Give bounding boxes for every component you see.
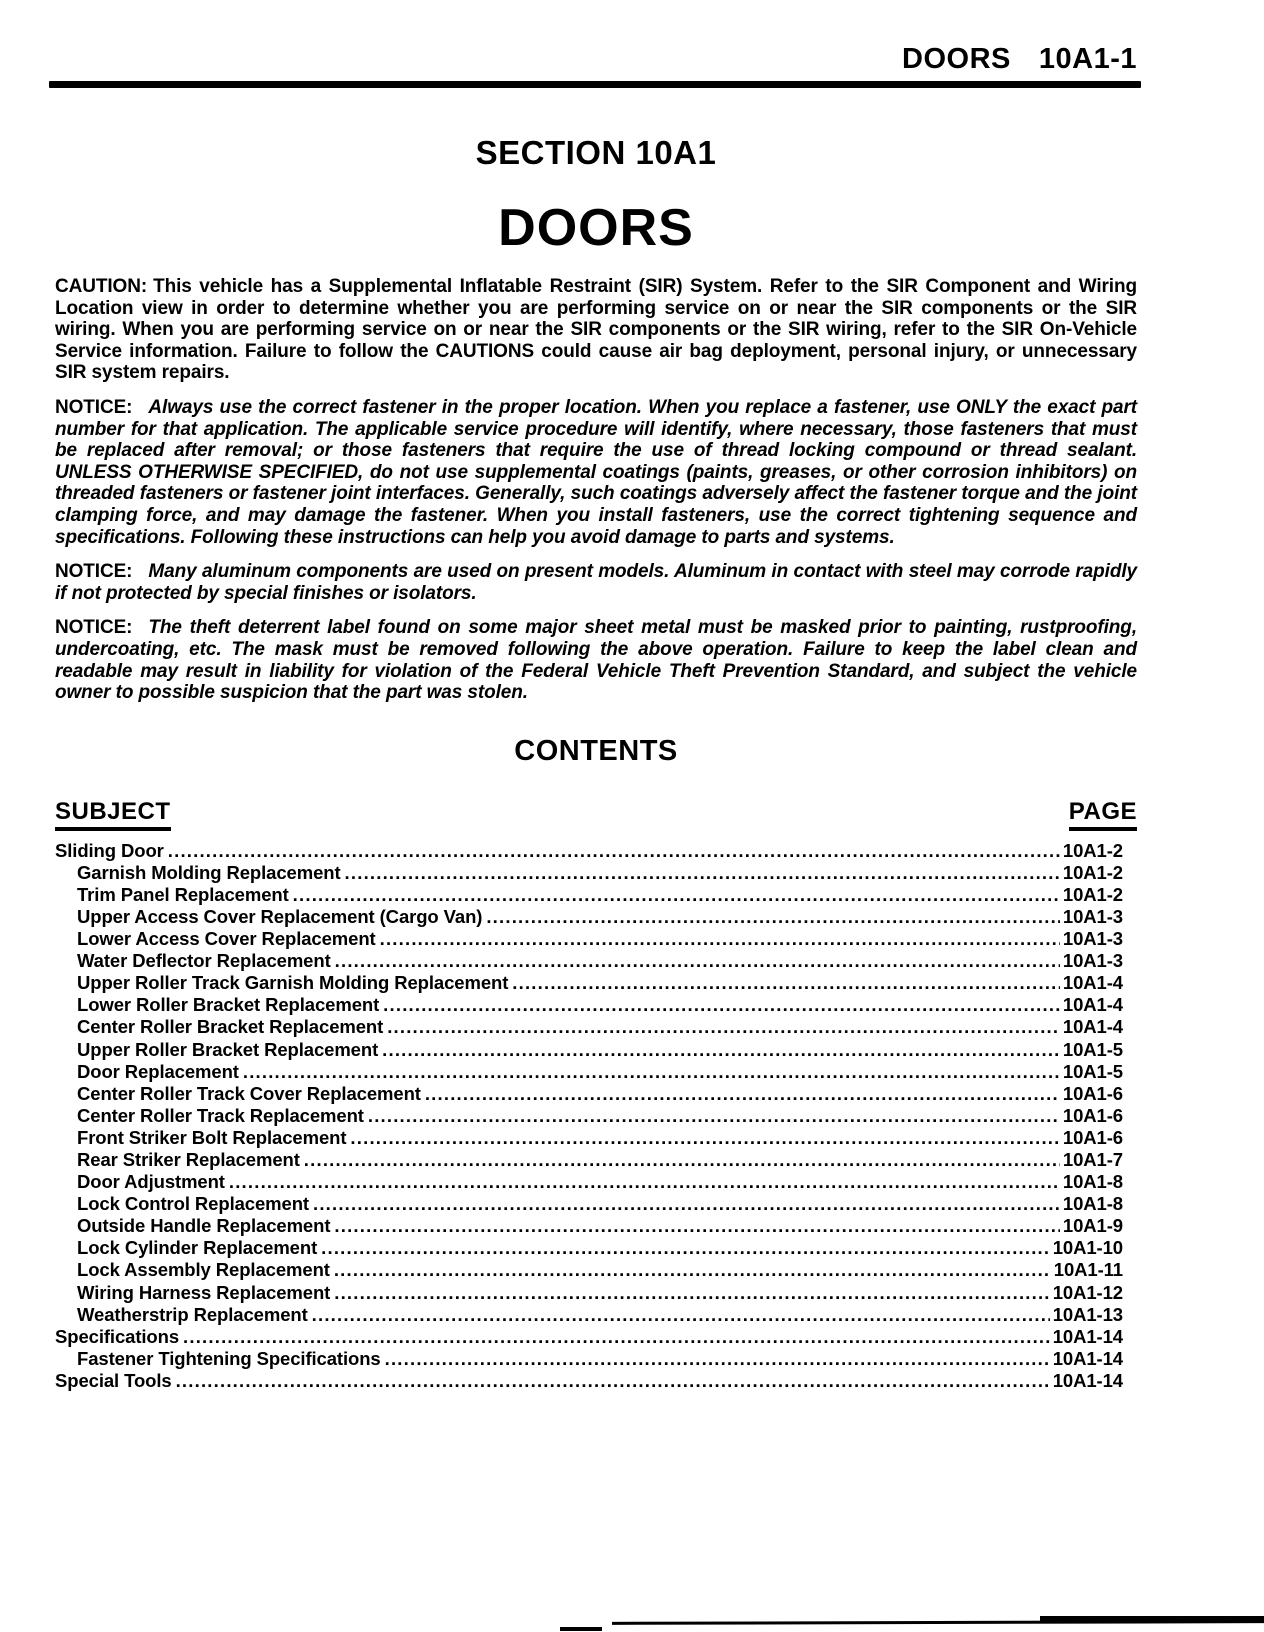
caution-paragraph: [55, 276, 1137, 384]
toc-row: [55, 906, 1123, 928]
toc-row: [55, 1061, 1123, 1083]
dot-leader: [335, 950, 1060, 972]
toc-entry-title: Garnish Molding Replacement: [77, 861, 341, 883]
toc-entry-page: 10A1-2: [1062, 839, 1123, 861]
toc-entry-page: 10A1-2: [1062, 861, 1123, 883]
toc-entry-title: Wiring Harness Replacement: [77, 1281, 331, 1303]
toc-entry-page: 10A1-11: [1053, 1259, 1123, 1281]
toc-entry-page: 10A1-3: [1062, 950, 1123, 972]
contents-heading: CONTENTS: [514, 734, 678, 767]
toc-entry-page: 10A1-3: [1062, 905, 1123, 927]
toc-entry-page: 10A1-4: [1062, 1016, 1123, 1038]
toc-row: [55, 972, 1123, 994]
toc-row: [55, 1237, 1123, 1259]
toc-entry-page: 10A1-6: [1062, 1082, 1123, 1104]
toc-entry-page: 10A1-6: [1062, 1126, 1123, 1148]
dot-leader: [387, 1016, 1060, 1038]
dot-leader: [350, 1127, 1060, 1149]
toc-entry-page: 10A1-3: [1062, 928, 1123, 950]
toc-row: [55, 928, 1123, 950]
dot-leader: [229, 1171, 1060, 1193]
toc-entry-page: 10A1-6: [1062, 1104, 1123, 1126]
dot-leader: [321, 1237, 1050, 1259]
notice-label: NOTICE:: [55, 617, 133, 639]
toc-entry-title: Water Deflector Replacement: [77, 950, 331, 972]
notice-label: NOTICE:: [55, 561, 133, 583]
toc-entry-title: Rear Striker Replacement: [77, 1149, 300, 1170]
notice-text: The theft deterrent label found on some major sheet metal must be masked prior to painting, rustproofing, undercoating, etc. The mask must be removed following the above operation. Failure to keep the label clean and readable may result in liability for violation of the Federal Vehicle Theft Prevention Standard, and subject the vehicle owner to possible suspicion that the part was stolen.: [55, 617, 1137, 704]
dot-leader: [334, 1215, 1060, 1237]
toc-entry-page: 10A1-5: [1062, 1038, 1123, 1060]
toc-row: [55, 862, 1123, 884]
notice-paragraph-2: [55, 561, 1137, 604]
dot-leader: [293, 884, 1060, 906]
toc-row: [55, 884, 1123, 906]
toc-entry-page: 10A1-14: [1052, 1369, 1123, 1391]
toc-entry-page: 10A1-8: [1062, 1193, 1123, 1215]
toc-entry-title: Center Roller Track Cover Replacement: [77, 1082, 421, 1104]
toc-row: [55, 1348, 1123, 1370]
scan-artifact: [1040, 1616, 1264, 1623]
notice-text: Many aluminum components are used on present models. Aluminum in contact with steel may corrode rapidly if not protected by special finishes or isolators.: [55, 561, 1137, 604]
toc-entry-page: 10A1-7: [1062, 1149, 1123, 1170]
dot-leader: [486, 906, 1060, 928]
toc-subject-header: SUBJECT: [55, 799, 171, 831]
toc-entry-page: 10A1-10: [1052, 1237, 1123, 1259]
toc-row: [55, 1282, 1123, 1304]
running-header-title: DOORS: [902, 43, 1011, 75]
header-rule: [49, 81, 1141, 88]
toc-row: [55, 1259, 1123, 1281]
toc-entry-title: Front Striker Bolt Replacement: [77, 1126, 347, 1148]
page-content: [0, 44, 1264, 1392]
toc-entry-page: 10A1-14: [1052, 1347, 1123, 1369]
toc-entry-title: Door Replacement: [77, 1060, 239, 1082]
dot-leader: [168, 840, 1060, 862]
toc-entry-title: Weatherstrip Replacement: [77, 1303, 308, 1325]
toc-entry-title: Special Tools: [55, 1369, 172, 1391]
dot-leader: [312, 1304, 1050, 1326]
toc-header-row: [55, 799, 1137, 831]
toc-row: [55, 950, 1123, 972]
toc-row: [55, 994, 1123, 1016]
toc-entry-title: Upper Roller Bracket Replacement: [77, 1038, 379, 1060]
scan-artifact: [560, 1627, 602, 1631]
toc-entry-page: 10A1-8: [1062, 1171, 1123, 1193]
dot-leader: [313, 1193, 1060, 1215]
caution-text: This vehicle has a Supplemental Inflatable Restraint (SIR) System. Refer to the SIR Component and Wiring Location view in order to determine whether you are performing service on or near the SIR components or the SIR wiring. When you are performing service on or near the SIR components or the SIR wiring, refer to the SIR On-Vehicle Service information. Failure to follow the CAUTIONS could cause air bag deployment, personal injury, or unnecessary SIR system repairs.: [55, 276, 1137, 384]
toc-row: [55, 1171, 1123, 1193]
toc-row: [55, 1304, 1123, 1326]
toc-row: [55, 840, 1123, 862]
toc-entry-page: 10A1-14: [1052, 1325, 1123, 1347]
toc-row: [55, 1127, 1123, 1149]
dot-leader: [425, 1083, 1060, 1105]
toc-entry-title: Specifications: [55, 1325, 180, 1347]
toc-list: [55, 840, 1137, 1392]
dot-leader: [334, 1282, 1050, 1304]
toc-row: [55, 1370, 1123, 1392]
toc-entry-title: Fastener Tightening Specifications: [77, 1347, 381, 1369]
toc-row: [55, 1326, 1123, 1348]
dot-leader: [334, 1259, 1051, 1281]
toc-entry-title: Door Adjustment: [77, 1171, 225, 1193]
toc-entry-page: 10A1-13: [1052, 1303, 1123, 1325]
toc-entry-title: Upper Access Cover Replacement (Cargo Van): [77, 905, 483, 927]
dot-leader: [345, 862, 1060, 884]
dot-leader: [368, 1105, 1060, 1127]
dot-leader: [512, 972, 1060, 994]
doc-title: DOORS: [498, 199, 694, 257]
notice-paragraph-3: [55, 617, 1137, 703]
dot-leader: [243, 1061, 1060, 1083]
toc-row: [55, 1149, 1123, 1171]
toc-entry-title: Lock Cylinder Replacement: [77, 1237, 318, 1259]
dot-leader: [385, 1348, 1050, 1370]
running-header-page-number: 10A1-1: [1038, 43, 1137, 75]
toc-entry-title: Sliding Door: [55, 839, 164, 861]
toc-entry-title: Lower Roller Bracket Replacement: [77, 994, 380, 1016]
toc-entry-title: Center Roller Track Replacement: [77, 1104, 364, 1126]
toc-row: [55, 1016, 1123, 1038]
notice-paragraph-1: [55, 397, 1137, 548]
notice-text: Always use the correct fastener in the proper location. When you replace a fastener, use ONLY the exact part number for that application. The applicable service procedure will identify, where necessary, those fasteners that must be replaced after removal; or those fasteners that require the use of thread locking compound or thread sealant. UNLESS OTHERWISE SPECIFIED, do not use supplemental coatings (paints, greases, or other corrosion inhibitors) on threaded fasteners or fastener joint interfaces. Generally, such coatings adversely affect the fastener torque and the joint clamping force, and may damage the fastener. When you install fasteners, use the correct tightening sequence and specifications. Following these instructions can help you avoid damage to parts and systems.: [55, 396, 1137, 548]
dot-leader: [176, 1370, 1050, 1392]
dot-leader: [304, 1149, 1060, 1171]
toc-entry-title: Outside Handle Replacement: [77, 1215, 331, 1237]
toc-entry-page: 10A1-5: [1062, 1060, 1123, 1082]
toc-entry-title: Lower Access Cover Replacement: [77, 928, 376, 950]
toc-entry-page: 10A1-12: [1052, 1281, 1123, 1303]
toc-row: [55, 1039, 1123, 1061]
toc-entry-title: Lock Control Replacement: [77, 1193, 309, 1215]
toc-entry-page: 10A1-4: [1062, 994, 1123, 1016]
toc-row: [55, 1215, 1123, 1237]
toc-entry-title: Lock Assembly Replacement: [77, 1259, 330, 1281]
running-header: [55, 44, 1137, 74]
caution-label: CAUTION:: [55, 276, 148, 297]
toc-entry-title: Center Roller Bracket Replacement: [77, 1016, 384, 1038]
section-title: SECTION 10A1: [475, 134, 717, 171]
dot-leader: [380, 928, 1060, 950]
toc-entry-page: 10A1-9: [1062, 1215, 1123, 1237]
toc-entry-title: Upper Roller Track Garnish Molding Replacement: [77, 972, 509, 994]
dot-leader: [183, 1326, 1050, 1348]
toc-row: [55, 1105, 1123, 1127]
dot-leader: [382, 1039, 1060, 1061]
toc-row: [55, 1193, 1123, 1215]
notice-label: NOTICE:: [55, 396, 133, 418]
dot-leader: [383, 994, 1060, 1016]
toc-entry-page: 10A1-4: [1062, 972, 1123, 994]
toc-entry-title: Trim Panel Replacement: [77, 883, 289, 905]
toc-row: [55, 1083, 1123, 1105]
toc-page-header: PAGE: [1069, 799, 1137, 831]
toc-entry-page: 10A1-2: [1062, 883, 1123, 905]
